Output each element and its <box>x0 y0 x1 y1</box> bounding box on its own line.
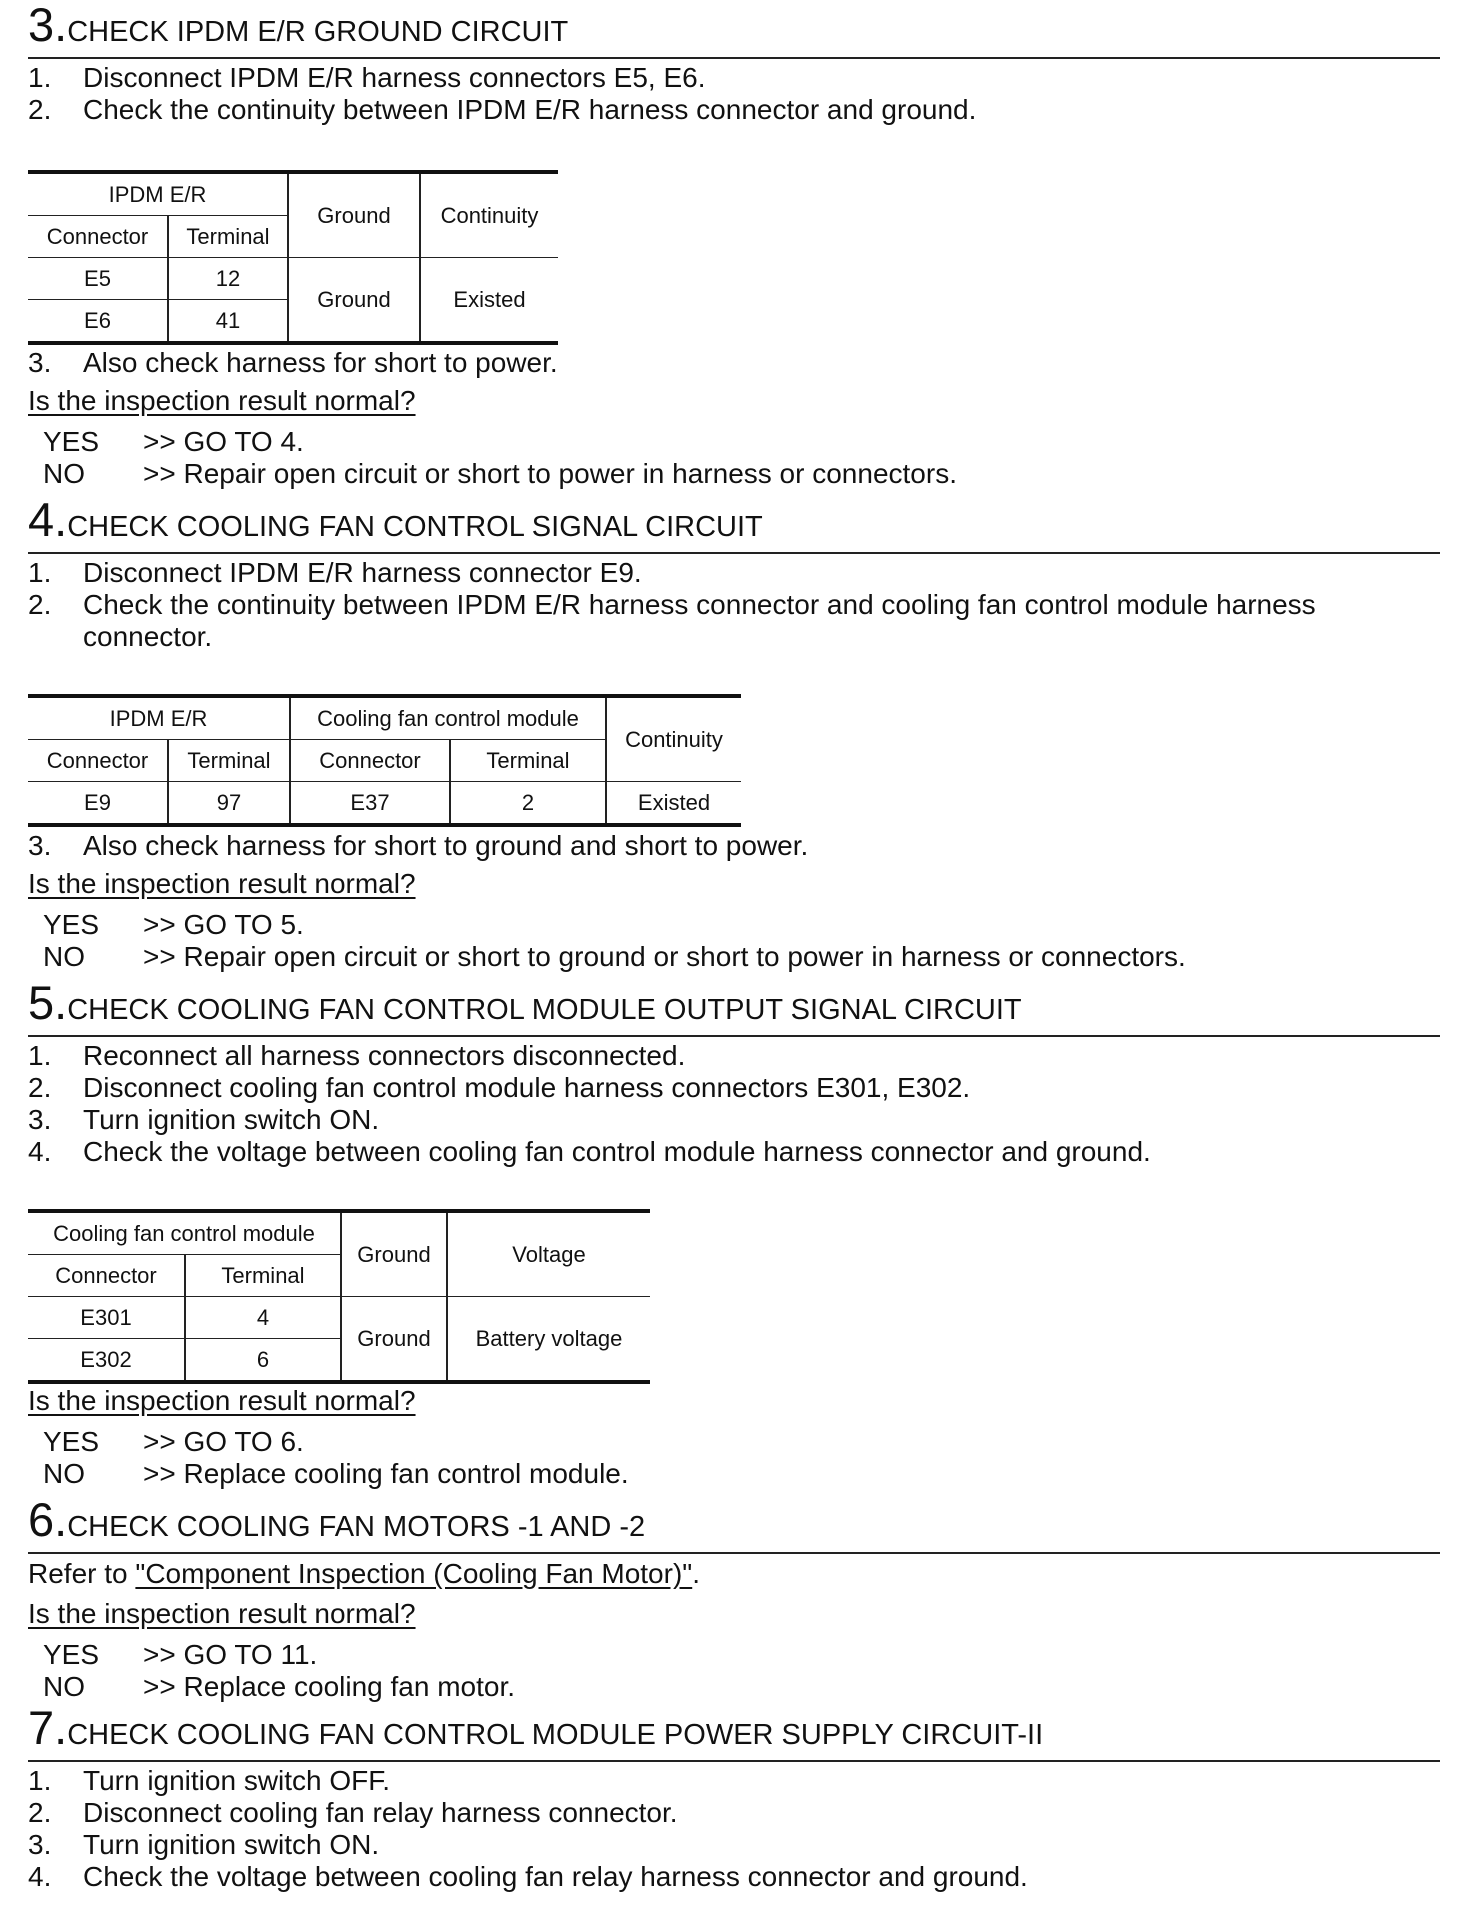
step-item <box>28 94 1440 126</box>
header-result: Voltage <box>447 1211 650 1297</box>
header-result: Continuity <box>420 172 558 258</box>
answer-no <box>43 1671 515 1703</box>
answer-text: >> Replace cooling fan motor. <box>143 1671 516 1702</box>
answer-key: YES <box>43 1426 100 1457</box>
component-inspection-link[interactable]: "Component Inspection (Cooling Fan Motor)" <box>135 1558 693 1589</box>
cell-connector: E5 <box>28 258 168 300</box>
answer-yes <box>43 426 304 458</box>
step-text: Check the voltage between cooling fan control module harness connector and ground. <box>83 1136 1151 1167</box>
header-connector: Connector <box>28 740 168 782</box>
answer-text: >> Repair open circuit or short to power in harness or connectors. <box>143 458 957 489</box>
step-number: 2. <box>28 94 52 125</box>
section-number: 3. <box>28 0 68 51</box>
step-item <box>28 1040 1440 1072</box>
step-number: 2. <box>28 589 52 620</box>
step-number: 1. <box>28 1040 52 1071</box>
header-terminal: Terminal <box>168 216 288 258</box>
ipdm-ground-table <box>28 170 558 345</box>
signal-circuit-table <box>28 694 741 827</box>
answer-yes <box>43 1639 317 1671</box>
answer-key: NO <box>43 941 85 972</box>
section-title: CHECK COOLING FAN CONTROL SIGNAL CIRCUIT <box>67 511 763 543</box>
cell-terminal: 2 <box>450 782 606 826</box>
answer-key: YES <box>43 1639 100 1670</box>
header-connector: Connector <box>28 1255 185 1297</box>
section-3-steps <box>28 62 1440 126</box>
step-number: 3. <box>28 1829 52 1860</box>
cell-connector: E9 <box>28 782 168 826</box>
step-item <box>28 62 1440 94</box>
step-item <box>28 1104 1440 1136</box>
header-terminal: Terminal <box>450 740 606 782</box>
section-3-heading-block <box>28 0 1440 59</box>
cell-terminal: 4 <box>185 1297 341 1339</box>
section-5-heading <box>28 978 1440 1037</box>
section-3-step-3 <box>28 347 1440 379</box>
header-result: Continuity <box>606 696 741 782</box>
module-voltage-table <box>28 1209 650 1384</box>
answer-text: >> GO TO 11. <box>143 1639 318 1670</box>
cell-result: Battery voltage <box>447 1297 650 1383</box>
step-text: Disconnect cooling fan control module harness connectors E301, E302. <box>83 1072 971 1103</box>
section-5-steps <box>28 1040 1440 1168</box>
section-title: CHECK COOLING FAN MOTORS -1 AND -2 <box>67 1511 646 1543</box>
step-item <box>28 347 1440 379</box>
reference-suffix: . <box>692 1558 700 1589</box>
step-text: Check the continuity between IPDM E/R harness connector and cooling fan control module harness connector. <box>83 589 1316 652</box>
step-item <box>28 557 1440 589</box>
step-text: Reconnect all harness connectors disconnected. <box>83 1040 686 1071</box>
section-title: CHECK IPDM E/R GROUND CIRCUIT <box>67 16 569 48</box>
cell-result: Existed <box>420 258 558 344</box>
section-number: 7. <box>28 1701 68 1754</box>
inspection-question: Is the inspection result normal? <box>28 1385 416 1416</box>
answer-text: >> Replace cooling fan control module. <box>143 1458 629 1489</box>
section-7-heading <box>28 1703 1440 1762</box>
inspection-question: Is the inspection result normal? <box>28 1598 416 1629</box>
header-group-module: Cooling fan control module <box>290 696 606 740</box>
section-6-heading-block <box>28 1495 1440 1554</box>
cell-terminal: 12 <box>168 258 288 300</box>
section-number: 5. <box>28 976 68 1029</box>
answer-key: NO <box>43 458 85 489</box>
cell-result: Existed <box>606 782 741 826</box>
section-4-heading <box>28 495 1440 554</box>
step-number: 1. <box>28 62 52 93</box>
section-3-heading <box>28 0 1440 59</box>
reference-prefix: Refer to <box>28 1558 136 1589</box>
answer-no <box>43 1458 629 1490</box>
step-item <box>28 1861 1440 1893</box>
step-text: Turn ignition switch OFF. <box>83 1765 391 1796</box>
answer-key: YES <box>43 426 100 457</box>
section-4-step-3 <box>28 830 1440 862</box>
section-title: CHECK COOLING FAN CONTROL MODULE POWER SUPPLY CIRCUIT-II <box>67 1719 1044 1751</box>
header-group: IPDM E/R <box>28 172 288 216</box>
step-number: 3. <box>28 347 52 378</box>
section-7-heading-block <box>28 1703 1440 1762</box>
step-number: 2. <box>28 1797 52 1828</box>
section-title: CHECK COOLING FAN CONTROL MODULE OUTPUT SIGNAL CIRCUIT <box>67 994 1022 1026</box>
section-7-steps <box>28 1765 1440 1893</box>
cell-terminal: 97 <box>168 782 290 826</box>
step-text: Disconnect cooling fan relay harness connector. <box>83 1797 678 1828</box>
answer-text: >> GO TO 6. <box>143 1426 304 1457</box>
step-text: Check the continuity between IPDM E/R harness connector and ground. <box>83 94 977 125</box>
section-number: 6. <box>28 1493 68 1546</box>
step-item <box>28 1797 1440 1829</box>
step-number: 3. <box>28 830 52 861</box>
answer-yes <box>43 1426 304 1458</box>
inspection-question: Is the inspection result normal? <box>28 868 416 899</box>
cell-connector: E301 <box>28 1297 185 1339</box>
cell-terminal: 41 <box>168 300 288 344</box>
answer-key: NO <box>43 1458 85 1489</box>
step-text: Turn ignition switch ON. <box>83 1829 380 1860</box>
header-group-ipdm: IPDM E/R <box>28 696 290 740</box>
answer-no <box>43 458 957 490</box>
section-4-steps <box>28 557 1440 653</box>
step-item <box>28 1072 1440 1104</box>
step-number: 1. <box>28 1765 52 1796</box>
section-4-heading-block <box>28 495 1440 554</box>
step-text: Disconnect IPDM E/R harness connectors E5, E6. <box>83 62 706 93</box>
header-terminal: Terminal <box>168 740 290 782</box>
step-number: 4. <box>28 1136 52 1167</box>
header-ground: Ground <box>288 172 420 258</box>
step-item <box>28 830 1440 862</box>
answer-key: NO <box>43 1671 85 1702</box>
header-connector: Connector <box>28 216 168 258</box>
section-6-heading <box>28 1495 1440 1554</box>
step-item <box>28 1765 1440 1797</box>
answer-no <box>43 941 1186 973</box>
step-number: 1. <box>28 557 52 588</box>
header-ground: Ground <box>341 1211 447 1297</box>
inspection-question: Is the inspection result normal? <box>28 385 416 416</box>
answer-key: YES <box>43 909 100 940</box>
cell-connector: E37 <box>290 782 450 826</box>
header-terminal: Terminal <box>185 1255 341 1297</box>
answer-text: >> Repair open circuit or short to ground or short to power in harness or connectors. <box>143 941 1186 972</box>
cell-ground: Ground <box>341 1297 447 1383</box>
reference-line <box>28 1558 700 1590</box>
step-text: Also check harness for short to ground and short to power. <box>83 830 809 861</box>
step-number: 2. <box>28 1072 52 1103</box>
cell-connector: E6 <box>28 300 168 344</box>
step-number: 3. <box>28 1104 52 1135</box>
step-text: Also check harness for short to power. <box>83 347 558 378</box>
answer-text: >> GO TO 4. <box>143 426 304 457</box>
header-connector: Connector <box>290 740 450 782</box>
header-group: Cooling fan control module <box>28 1211 341 1255</box>
section-5-heading-block <box>28 978 1440 1037</box>
section-number: 4. <box>28 493 68 546</box>
step-text: Disconnect IPDM E/R harness connector E9. <box>83 557 642 588</box>
step-text: Turn ignition switch ON. <box>83 1104 380 1135</box>
cell-terminal: 6 <box>185 1339 341 1383</box>
cell-ground: Ground <box>288 258 420 344</box>
step-text: Check the voltage between cooling fan relay harness connector and ground. <box>83 1861 1028 1892</box>
cell-connector: E302 <box>28 1339 185 1383</box>
step-item <box>28 1136 1440 1168</box>
answer-yes <box>43 909 304 941</box>
step-item <box>28 1829 1440 1861</box>
step-item <box>28 589 1440 653</box>
answer-text: >> GO TO 5. <box>143 909 304 940</box>
step-number: 4. <box>28 1861 52 1892</box>
